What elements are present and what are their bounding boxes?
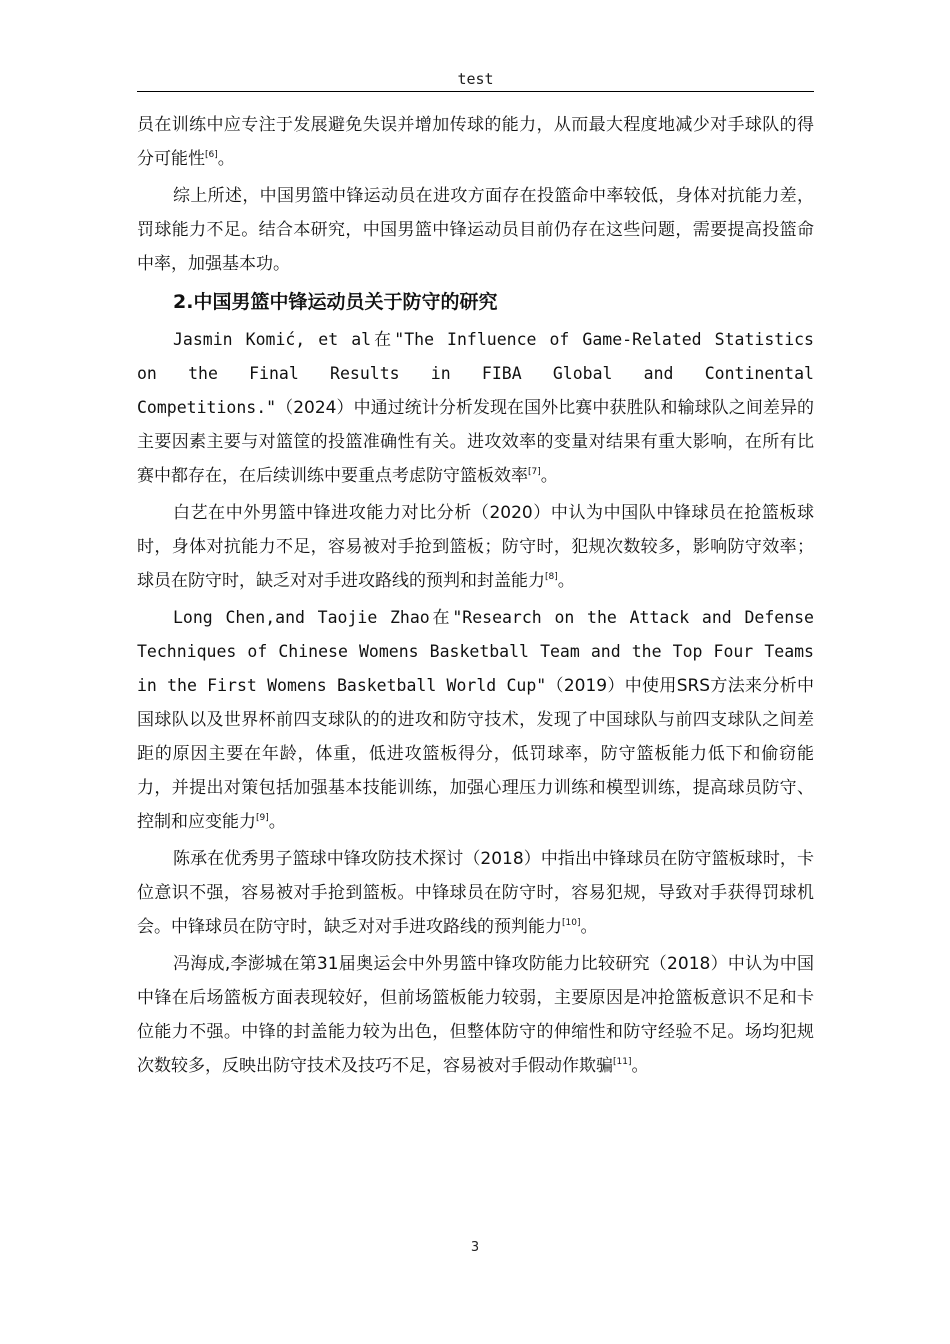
citation: [8] [545,572,558,582]
paragraph-1: 员在训练中应专注于发展避免失误并增加传球的能力，从而最大程度地减少对手球队的得分可能性[6]。 [137,115,814,169]
citation: [9] [256,813,269,823]
header-rule [137,91,814,92]
paragraph-6: 陈承在优秀男子篮球中锋攻防技术探讨（2018）中指出中锋球员在防守篮板球时，卡位意识不强，容易被对手抢到篮板。中锋球员在防守时，容易犯规，导致对手获得罚球机会。中锋球员在防守时，缺乏对对手进攻路线的预判能力[10]。 [137,849,814,937]
citation: [10] [562,918,581,928]
page-number: 3 [470,1240,480,1255]
citation: [6] [205,150,218,160]
citation: [11] [613,1057,632,1067]
paragraph-2: 综上所述，中国男篮中锋运动员在进攻方面存在投篮命中率较低，身体对抗能力差，罚球能力不足。结合本研究，中国男篮中锋运动员目前仍存在这些问题，需要提高投篮命中率，加强基本功。 [137,186,814,274]
paragraph-3: Jasmin Komić, et al在"The Influence of Game-Related Statistics on the Final Results in FIBA Global and Continental Competitions."（2024）中通过统计分析发现在国外比赛中获胜队和输球队之间差异的主要因素主要与对篮筐的投篮准确性有关。进攻效率的变量对结果有重大影响，在所有比赛中都存在，在后续训练中要重点考虑防守篮板效率[7]。 [137,330,814,486]
citation: [7] [528,467,541,477]
paragraph-4: 白艺在中外男篮中锋进攻能力对比分析（2020）中认为中国队中锋球员在抢篮板球时，身体对抗能力不足，容易被对手抢到篮板；防守时，犯规次数较多，影响防守效率；球员在防守时，缺乏对对手进攻路线的预判和封盖能力[8]。 [137,503,814,591]
running-header: test [457,70,494,88]
paragraph-5: Long Chen,and Taojie Zhao在"Research on the Attack and Defense Techniques of Chinese Womens Basketball Team and the Top Four Teams in the First Womens Basketball World Cup"（2019）中使用SRS方法来分析中国球队以及世界杯前四支球队的的进攻和防守技术，发现了中国球队与前四支球队之间差距的原因主要在年龄，体重，低进攻篮板得分，低罚球率，防守篮板能力低下和偷窃能力，并提出对策包括加强基本技能训练，加强心理压力训练和模型训练，提高球员防守、控制和应变能力[9]。 [137,608,815,832]
paragraph-7: 冯海成,李澎城在第31届奥运会中外男篮中锋攻防能力比较研究（2018）中认为中国中锋在后场篮板方面表现较好，但前场篮板能力较弱，主要原因是冲抢篮板意识不足和卡位能力不强。中锋的封盖能力较为出色，但整体防守的伸缩性和防守经验不足。场均犯规次数较多，反映出防守技术及技巧不足，容易被对手假动作欺骗[11]。 [137,954,814,1076]
section-heading: 2.中国男篮中锋运动员关于防守的研究 [173,291,498,313]
body-text [137,108,814,1083]
